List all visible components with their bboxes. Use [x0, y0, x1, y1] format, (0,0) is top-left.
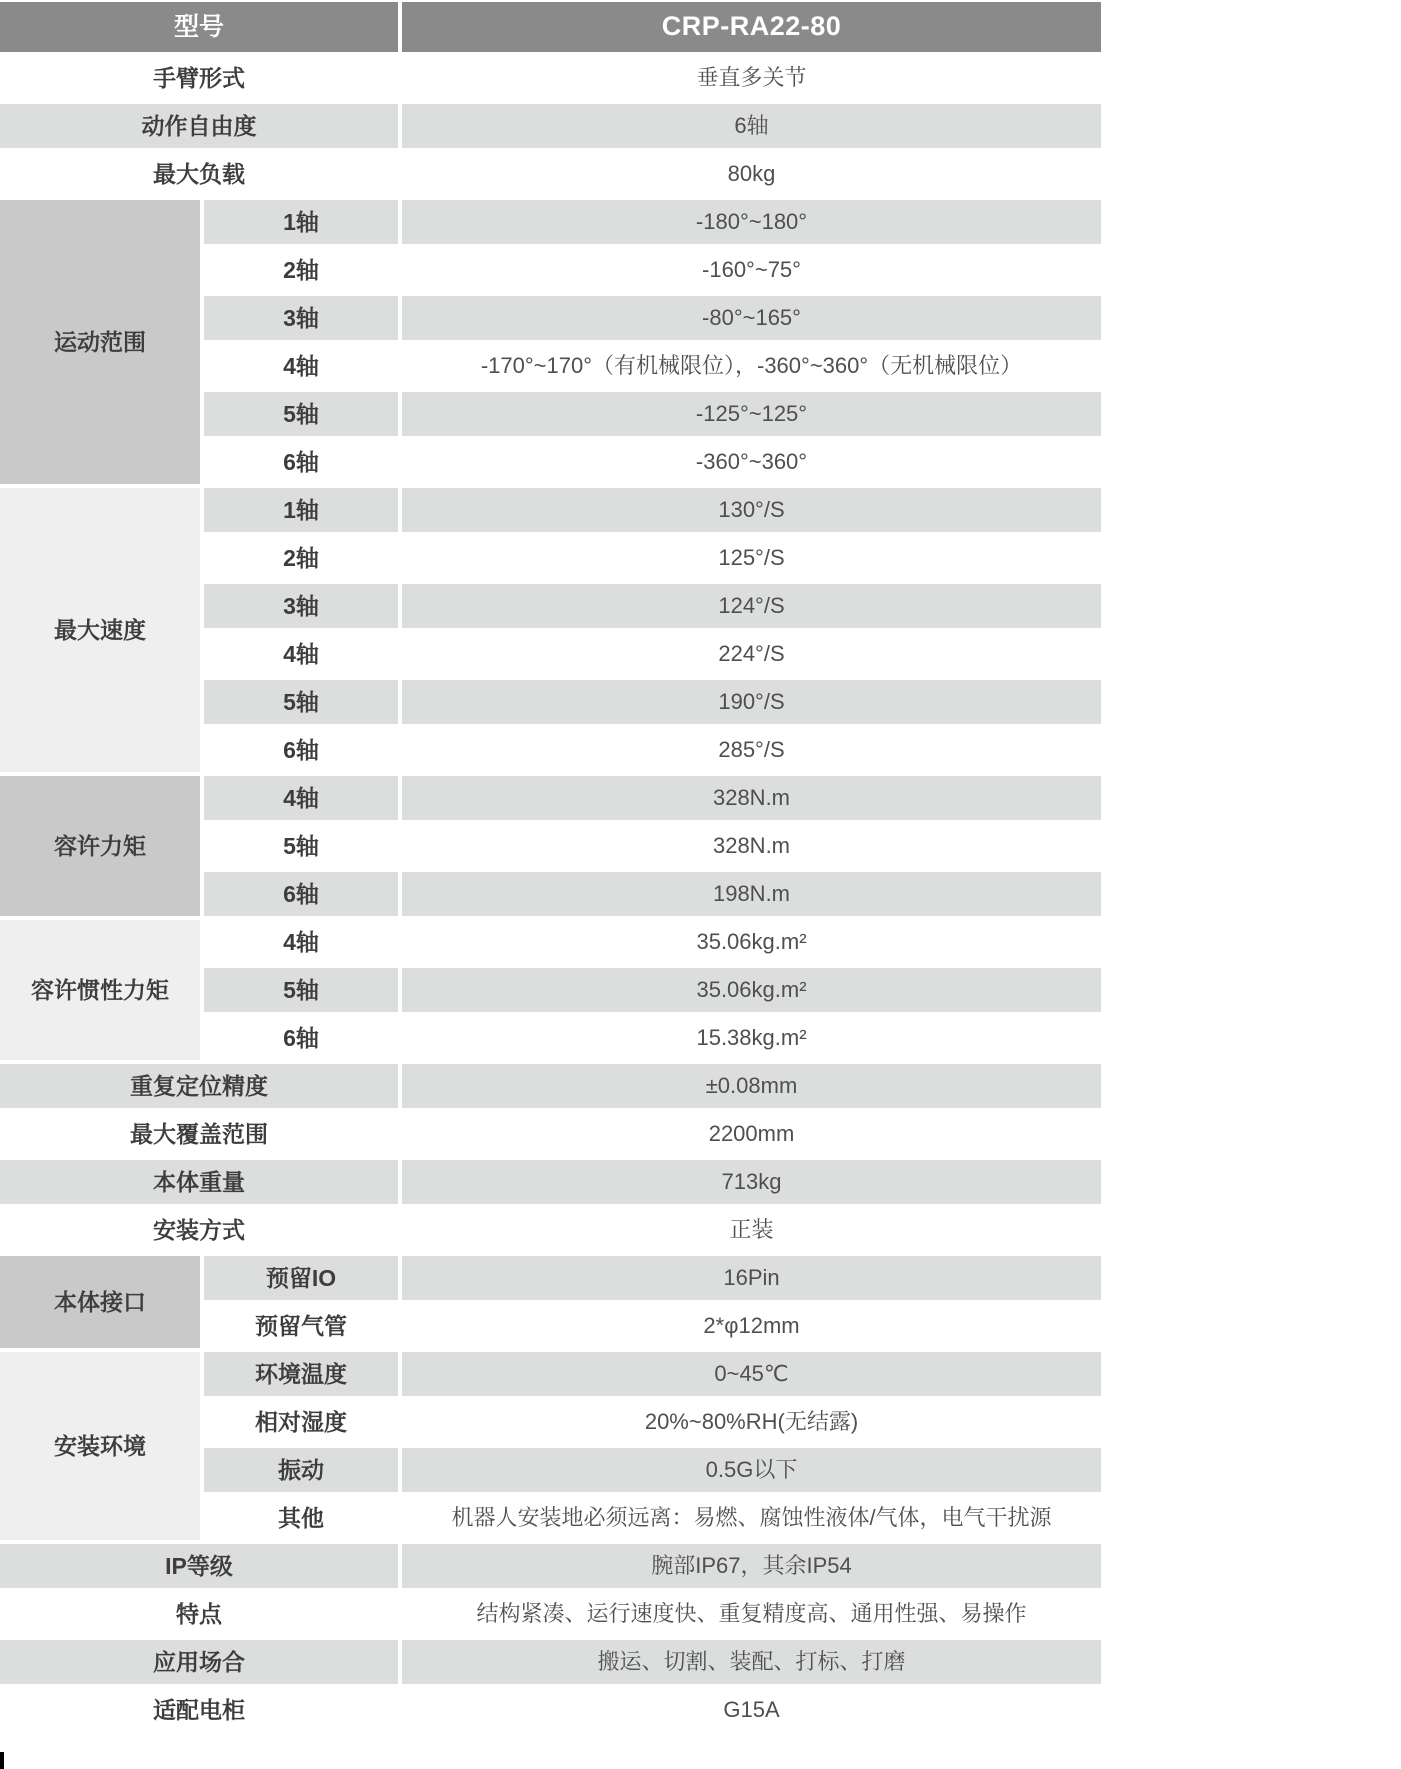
sub-label: 预留IO [204, 1256, 398, 1300]
row-value: 0~45℃ [402, 1352, 1101, 1396]
row-value: 2200mm [402, 1112, 1101, 1156]
group-label: 运动范围 [0, 200, 200, 484]
sub-label: 5轴 [204, 392, 398, 436]
row-value: 224°/S [402, 632, 1101, 676]
group-label: 本体接口 [0, 1256, 200, 1348]
sub-label: 6轴 [204, 728, 398, 772]
sub-label: 1轴 [204, 200, 398, 244]
sub-label: 6轴 [204, 1016, 398, 1060]
row-value: 130°/S [402, 488, 1101, 532]
header-model-value: CRP-RA22-80 [402, 2, 1101, 52]
group-label: 安装环境 [0, 1352, 200, 1540]
row-label: 特点 [0, 1592, 398, 1636]
spec-table [0, 2, 1101, 1732]
sub-label: 2轴 [204, 248, 398, 292]
row-label: IP等级 [0, 1544, 398, 1588]
row-value: 35.06kg.m² [402, 968, 1101, 1012]
row-value: ±0.08mm [402, 1064, 1101, 1108]
sub-label: 5轴 [204, 824, 398, 868]
row-value: 0.5G以下 [402, 1448, 1101, 1492]
row-value: -170°~170°（有机械限位），-360°~360°（无机械限位） [402, 344, 1101, 388]
row-value: 16Pin [402, 1256, 1101, 1300]
row-value: 328N.m [402, 824, 1101, 868]
row-value: 15.38kg.m² [402, 1016, 1101, 1060]
sub-label: 振动 [204, 1448, 398, 1492]
row-value: 结构紧凑、运行速度快、重复精度高、通用性强、易操作 [402, 1592, 1101, 1636]
row-value: 328N.m [402, 776, 1101, 820]
row-value: 35.06kg.m² [402, 920, 1101, 964]
row-value: -80°~165° [402, 296, 1101, 340]
row-value: 285°/S [402, 728, 1101, 772]
row-value: -360°~360° [402, 440, 1101, 484]
row-label: 动作自由度 [0, 104, 398, 148]
sub-label: 4轴 [204, 344, 398, 388]
row-label: 最大负载 [0, 152, 398, 196]
row-value: 搬运、切割、装配、打标、打磨 [402, 1640, 1101, 1684]
group-label: 容许力矩 [0, 776, 200, 916]
row-value: 垂直多关节 [402, 56, 1101, 100]
row-value: 6轴 [402, 104, 1101, 148]
row-label: 手臂形式 [0, 56, 398, 100]
row-value: 正装 [402, 1208, 1101, 1252]
row-value: 124°/S [402, 584, 1101, 628]
row-value: 腕部IP67，其余IP54 [402, 1544, 1101, 1588]
row-value: 190°/S [402, 680, 1101, 724]
header-model-label: 型号 [0, 2, 398, 52]
row-value: 80kg [402, 152, 1101, 196]
group-label: 最大速度 [0, 488, 200, 772]
row-value: -160°~75° [402, 248, 1101, 292]
sub-label: 5轴 [204, 680, 398, 724]
row-label: 适配电柜 [0, 1688, 398, 1732]
row-value: -125°~125° [402, 392, 1101, 436]
row-value: 713kg [402, 1160, 1101, 1204]
sub-label: 预留气管 [204, 1304, 398, 1348]
row-value: 2*φ12mm [402, 1304, 1101, 1348]
sub-label: 1轴 [204, 488, 398, 532]
sub-label: 4轴 [204, 920, 398, 964]
sub-label: 5轴 [204, 968, 398, 1012]
row-value: -180°~180° [402, 200, 1101, 244]
sub-label: 2轴 [204, 536, 398, 580]
row-label: 应用场合 [0, 1640, 398, 1684]
sub-label: 其他 [204, 1496, 398, 1540]
sub-label: 4轴 [204, 632, 398, 676]
row-value: 198N.m [402, 872, 1101, 916]
row-value: G15A [402, 1688, 1101, 1732]
page-corner-mark [0, 1752, 4, 1769]
row-label: 本体重量 [0, 1160, 398, 1204]
sub-label: 6轴 [204, 440, 398, 484]
row-label: 最大覆盖范围 [0, 1112, 398, 1156]
sub-label: 4轴 [204, 776, 398, 820]
sub-label: 相对湿度 [204, 1400, 398, 1444]
row-value: 20%~80%RH(无结露) [402, 1400, 1101, 1444]
row-label: 安装方式 [0, 1208, 398, 1252]
row-value: 125°/S [402, 536, 1101, 580]
sub-label: 6轴 [204, 872, 398, 916]
sub-label: 3轴 [204, 296, 398, 340]
sub-label: 环境温度 [204, 1352, 398, 1396]
sub-label: 3轴 [204, 584, 398, 628]
row-label: 重复定位精度 [0, 1064, 398, 1108]
row-value: 机器人安装地必须远离：易燃、腐蚀性液体/气体，电气干扰源 [402, 1496, 1101, 1540]
group-label: 容许惯性力矩 [0, 920, 200, 1060]
